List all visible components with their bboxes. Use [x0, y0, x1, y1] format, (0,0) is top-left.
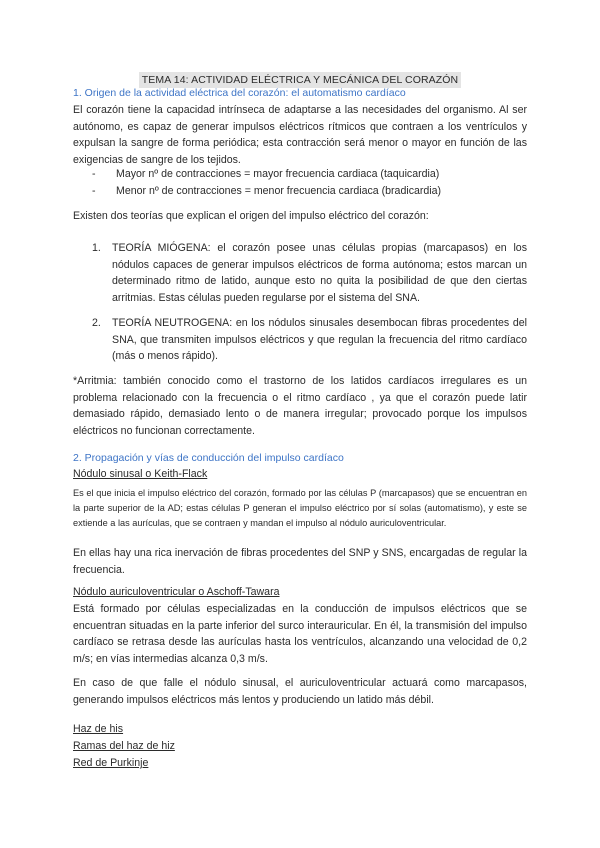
frequency-list	[92, 166, 441, 200]
bundle-branches-link[interactable]: Ramas del haz de hiz	[73, 740, 175, 752]
theories-intro: Existen dos teorías que explican el origen del impulso eléctrico del corazón:	[73, 210, 429, 222]
sinusal-node-text: Es el que inicia el impulso eléctrico del corazón, formado por las células P (marcapasos) que se encuentran en la parte superior de la AD; estas células P generan el impulso eléctrico por sí solas (automatismo), y este se extiende a las aurículas, que se contraen y mandan el impulso al nódulo auriculoventricular.	[73, 488, 527, 528]
theory-1-number: 1.	[92, 242, 101, 254]
sinusal-node-title: Nódulo sinusal o Keith-Flack	[73, 468, 208, 480]
theory-2-number: 2.	[92, 317, 101, 329]
list-item: - Menor nº de contracciones = menor frecuencia cardiaca (bradicardia)	[92, 185, 442, 197]
av-node-title: Nódulo auriculoventricular o Aschoff-Tawara	[73, 586, 280, 598]
section-1-heading: 1. Origen de la actividad eléctrica del corazón: el automatismo cardíaco	[73, 87, 406, 99]
arrhythmia-note: *Arritmia: también conocido como el trastorno de los latidos cardíacos irregulares es un problema relacionado con la frecuencia o el ritmo cardíaco , ya que el corazón puede latir demasiado rápido, demasiado lento o de manera irregular; provocado porque los impulsos eléctricos no funcionan correctamente.	[73, 375, 527, 437]
theory-2	[92, 315, 527, 365]
title-wrap	[0, 70, 600, 88]
section-2-heading: 2. Propagación y vías de conducción del impulso cardíaco	[73, 452, 344, 464]
theory-1-text: TEORÍA MIÓGENA: el corazón posee unas células propias (marcapasos) en los nódulos capaces de generar impulsos eléctricos de forma autónoma; estos marcan un determinado ritmo de latido, aunque esto no quita la posibilidad de que den ciertas arritmias. Estas células pueden regularse por el sistema del SNA.	[112, 242, 527, 304]
his-bundle-link[interactable]: Haz de his	[73, 723, 124, 735]
theory-2-text: TEORÍA NEUTROGENA: en los nódulos sinusales desembocan fibras procedentes del SNA, que transmiten impulsos eléctricos y que regulan la frecuencia del ritmo cardíaco (más o menos rápido).	[112, 317, 527, 362]
av-node-text: Está formado por células especializadas en la conducción de impulsos eléctricos que se encuentran situadas en la parte inferior del surco interauricular. En él, la transmisión del impulso cardíaco se retrasa desde las aurículas hasta los ventrículos, alcanzando una velocidad de 0,2 m/s; en vías intermedias alcanza 0,3 m/s.	[73, 603, 527, 665]
sinusal-node-text-2: En ellas hay una rica inervación de fibras procedentes del SNP y SNS, encargadas de regular la frecuencia.	[73, 547, 527, 576]
theory-1	[92, 240, 527, 306]
av-node-failure-text: En caso de que falle el nódulo sinusal, el auriculoventricular actuará como marcapasos, generando impulsos eléctricos más lentos y produciendo un latido más débil.	[73, 677, 527, 706]
page-title: TEMA 14: ACTIVIDAD ELÉCTRICA Y MECÁNICA DEL CORAZÓN	[139, 72, 462, 88]
purkinje-network-link[interactable]: Red de Purkinje	[73, 757, 149, 769]
section-1-intro: El corazón tiene la capacidad intrínseca de adaptarse a las necesidades del organismo. Al ser autónomo, es capaz de generar impulsos eléctricos rítmicos que contraen a los ventrículos y expulsan la sangre de forma periódica; esta contracción será menor o mayor en función de las exigencias de sangre de los tejidos.	[73, 104, 527, 166]
list-item: - Mayor nº de contracciones = mayor frecuencia cardiaca (taquicardia)	[92, 168, 440, 180]
